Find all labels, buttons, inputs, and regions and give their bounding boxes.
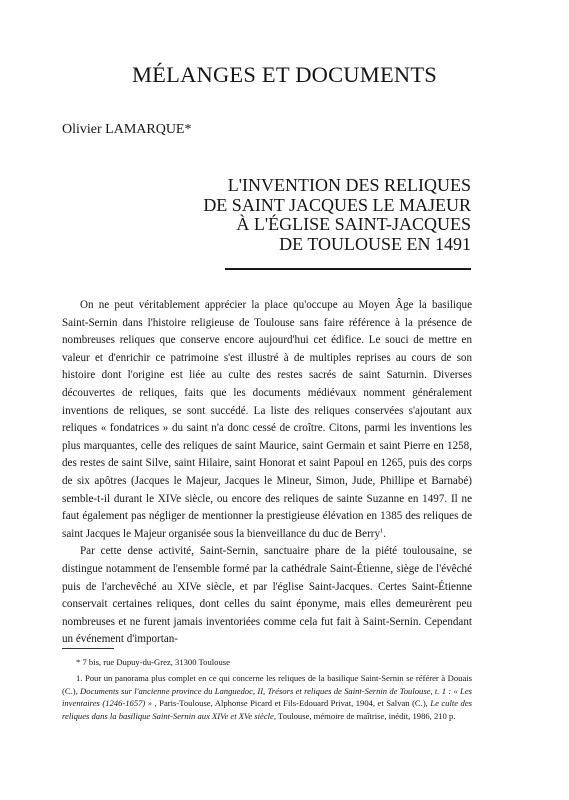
section-title: MÉLANGES ET DOCUMENTS: [131, 62, 438, 87]
article-title: [203, 176, 471, 254]
title-line: L'INVENTION DES RELIQUES: [227, 175, 471, 195]
author-name: Olivier LAMARQUE*: [62, 122, 192, 137]
footnote-1-publisher: , Paris-Toulouse, Alphonse Picard et Fils-Edouard Privat, 1904, et Salvan (C.),: [152, 698, 431, 709]
body-text: [62, 297, 472, 649]
title-line: DE TOULOUSE EN 1491: [279, 233, 471, 254]
footnote-1: [62, 672, 472, 722]
title-line: DE SAINT JACQUES LE MAJEUR: [203, 194, 471, 215]
footnote-rule: [62, 648, 114, 649]
footnote-1-thesis-title: Le culte des reliques dans la basilique Saint-Sernin aux XIVe et XVe siècle: [62, 698, 472, 721]
footnotes: [62, 656, 472, 722]
title-line: À L'ÉGLISE SAINT-JACQUES: [236, 214, 471, 234]
paragraph-2: Par cette dense activité, Saint-Sernin, sanctuaire phare de la piété toulousaine, se distingue notamment de l'ensemble formé par la cathédrale Saint-Étienne, siège de l'évêché puis de l'archevêché au XIVe siècle, et par l'église Saint-Jacques. Certes Saint-Étienne conservait certaines reliques, dont celles du saint éponyme, mais elles demeurèrent peu nombreuses et ne furent jamais inventoriées comme cela fut fait à Saint-Sernin. Cependant un événement d'importan-: [62, 545, 472, 646]
footnote-author: * 7 bis, rue Dupuy-du-Grez, 31300 Toulouse: [76, 657, 230, 667]
title-rule: [225, 268, 471, 270]
paragraph-1-end: .: [383, 527, 387, 540]
footnote-1-text: 1. Pour un panorama plus complet en ce qui concerne les reliques de la basilique Saint-Sernin se référer à Douais (C.),: [62, 673, 472, 696]
paragraph-1: [62, 297, 472, 543]
paragraph-1-text: On ne peut véritablement apprécier la place qu'occupe au Moyen Âge la basilique Saint-Sernin dans l'histoire religieuse de Toulouse sans faire référence à la présence de nombreuses reliques que conserve encore aujourd'hui cet édifice. Le souci de mettre en valeur et d'enrichir ce patrimoine s'est illustré à de multiples reprises au cours de son histoire dont l'origine est liée au culte des restes sacrés de saint Saturnin. Diverses découvertes de reliques, faits que les documents médiévaux nomment généralement inventions de reliques, se sont succédé. La liste des reliques conservées s'ajoutant aux reliques « fondatrices » du saint n'a donc cessé de croître. Citons, parmi les inventions les plus marquantes, celle des reliques de saint Maurice, saint Germain et saint Pierre en 1258, des restes de saint Silve, saint Hilaire, saint Honorat et saint Papoul en 1265, puis des corps de six apôtres (Jacques le Majeur, Jacques le Mineur, Simon, Jude, Phillipe et Barnabé) semble-t-il durant le XIVe siècle, ou encore des reliques de sainte Suzanne en 1497. Il ne faut également pas négliger de mentionner la prestigieuse élévation en 1385 des reliques de saint Jacques le Majeur organisée sous la bienveillance du duc de Berry: [62, 299, 472, 540]
footnote-1-title: Documents sur l'ancienne province du Languedoc, II, Trésors et reliques de Saint-Sernin de Toulouse, t. 1 : « Les inventaires (1246-1657) »: [62, 685, 472, 709]
footnote-ref-1: 1: [380, 527, 384, 535]
footnote-1-end: , Toulouse, mémoire de maîtrise, inédit, 1986, 210 p.: [273, 710, 456, 721]
